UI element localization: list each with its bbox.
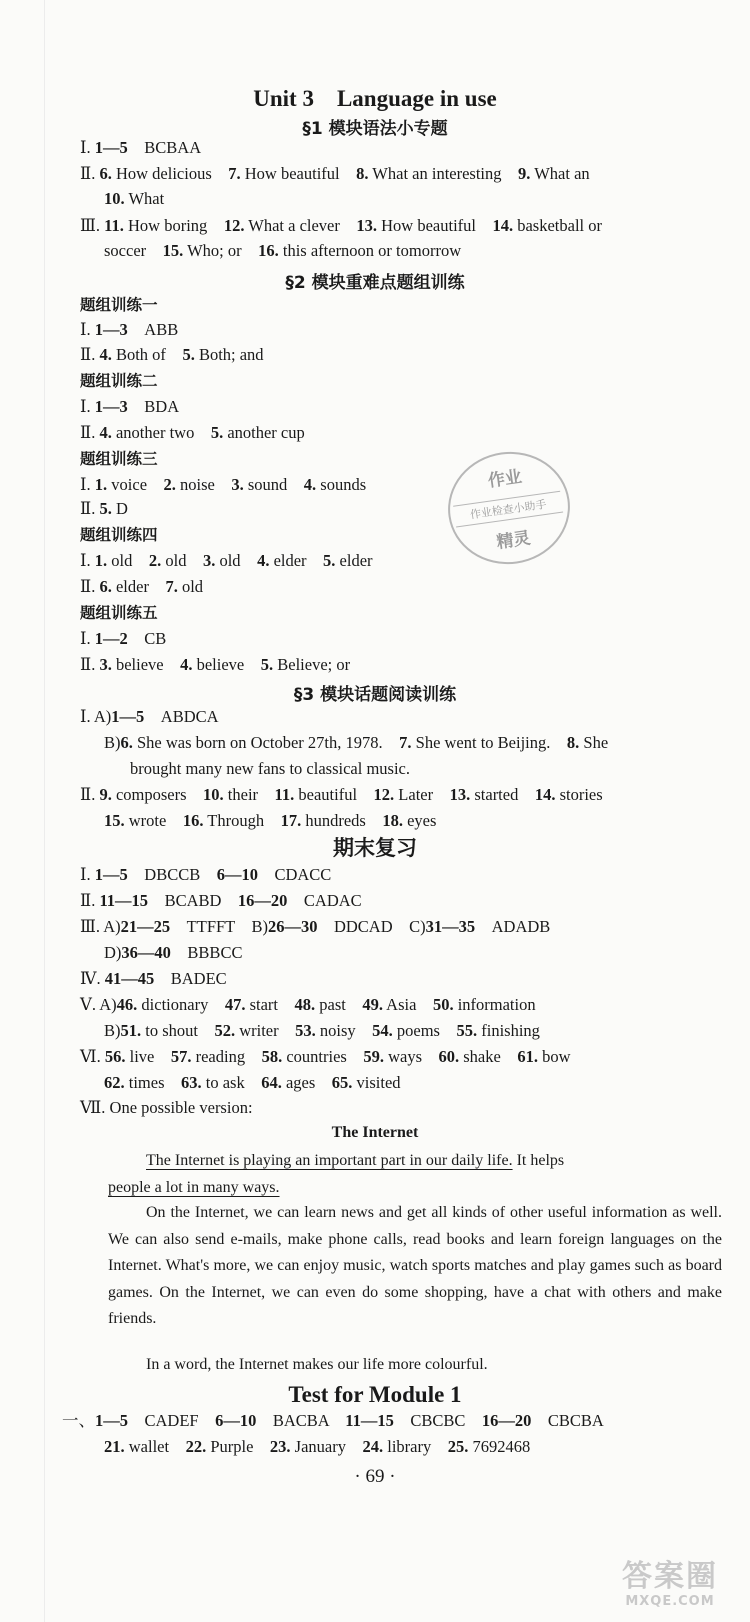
answer-line: Ⅳ. 41—45 BADEC xyxy=(80,969,227,988)
answer-line: Ⅱ. 9. composers 10. their 11. beautiful 12. Later 13. started 14. stories xyxy=(80,785,603,804)
stamp-top-text: 作业 xyxy=(486,467,524,492)
answer-line: Ⅴ. A)46. dictionary 47. start 48. past 49. Asia 50. information xyxy=(80,995,536,1014)
page-number: · 69 · xyxy=(354,1466,396,1487)
section-3-title: §3 模块话题阅读训练 xyxy=(293,685,457,705)
answer-line: Ⅱ. 5. D xyxy=(80,499,128,518)
site-watermark xyxy=(600,1560,740,1616)
answer-line: Ⅰ. 1—3 BDA xyxy=(80,397,180,416)
answer-line: 一、1—5 CADEF 6—10 BACBA 11—15 CBCBC 16—20 CBCBA xyxy=(62,1411,604,1430)
group-heading: 题组训练二 xyxy=(80,372,158,390)
section-2-title: §2 模块重难点题组训练 xyxy=(285,273,465,293)
answer-line: B)6. She was born on October 27th, 1978. 7. She went to Beijing. 8. She xyxy=(104,733,609,752)
page-fold-line xyxy=(44,0,45,1622)
answer-line: 21. wallet 22. Purple 23. January 24. library 25. 7692468 xyxy=(104,1437,531,1456)
answer-line: Ⅱ. 6. How delicious 7. How beautiful 8. What an interesting 9. What an xyxy=(80,164,590,183)
essay-intro-tail: It helps xyxy=(512,1152,565,1169)
answer-line: Ⅰ. 1—2 CB xyxy=(80,629,167,648)
test-title: Test for Module 1 xyxy=(288,1382,462,1407)
answer-line: 10. What xyxy=(104,189,165,208)
section-1-title: §1 模块语法小专题 xyxy=(302,119,448,139)
answer-line: Ⅱ. 11—15 BCABD 16—20 CADAC xyxy=(80,891,362,910)
essay-intro xyxy=(108,1148,722,1201)
answer-line: Ⅶ. One possible version: xyxy=(80,1098,253,1117)
answer-line: Ⅱ. 4. another two 5. another cup xyxy=(80,423,305,442)
answer-line: Ⅰ. 1. voice 2. noise 3. sound 4. sounds xyxy=(80,475,367,494)
answer-line: brought many new fans to classical music. xyxy=(130,759,410,778)
answer-line: D)36—40 BBBCC xyxy=(104,943,243,962)
essay-title: The Internet xyxy=(331,1124,419,1141)
essay-paragraph-2: On the Internet, we can learn news and get all kinds of other useful information as well. We can also send e-mails, make phone calls, read books and learn foreign languages on the Internet. What's more, we can enjoy music, watch sports matches and play games such as board games. On the Internet, we can even do some shopping, have a chat with others and make friends. xyxy=(108,1204,722,1327)
answer-line: Ⅰ. A)1—5 ABDCA xyxy=(80,707,219,726)
answer-line: Ⅰ. 1—5 DBCCB 6—10 CDACC xyxy=(80,865,332,884)
watermark-top-text: 答案圈 xyxy=(622,1559,718,1594)
watermark-bottom-text: MXQE.COM xyxy=(625,1594,715,1609)
answer-line: Ⅱ. 6. elder 7. old xyxy=(80,577,204,596)
group-heading: 题组训练四 xyxy=(80,526,158,544)
group-heading: 题组训练三 xyxy=(80,450,158,468)
answer-line: soccer 15. Who; or 16. this afternoon or tomorrow xyxy=(104,241,462,260)
answer-line: Ⅰ. 1—3 ABB xyxy=(80,320,179,339)
stamp-middle-text: 作业检查小助手 xyxy=(453,491,563,528)
essay-paragraph-3: In a word, the Internet makes our life more colourful. xyxy=(146,1356,488,1373)
essay-intro-underlined: The Internet is playing an important part in our daily life. xyxy=(146,1152,513,1169)
group-heading: 题组训练五 xyxy=(80,604,158,622)
answer-line: B)51. to shout 52. writer 53. noisy 54. poems 55. finishing xyxy=(104,1021,540,1040)
essay-intro-underlined-2: people a lot in many ways. xyxy=(108,1178,280,1196)
stamp-bottom-text: 精灵 xyxy=(495,528,532,553)
answer-line: 62. times 63. to ask 64. ages 65. visited xyxy=(104,1073,401,1092)
review-title: 期末复习 xyxy=(333,836,417,860)
unit-title: Unit 3 Language in use xyxy=(253,86,497,111)
answer-line: Ⅲ. A)21—25 TTFFT B)26—30 DDCAD C)31—35 ADADB xyxy=(80,917,551,936)
answer-line: Ⅰ. 1. old 2. old 3. old 4. elder 5. elder xyxy=(80,551,373,570)
group-heading: 题组训练一 xyxy=(80,296,158,314)
answer-line: 15. wrote 16. Through 17. hundreds 18. eyes xyxy=(104,811,437,830)
answer-line: Ⅵ. 56. live 57. reading 58. countries 59. ways 60. shake 61. bow xyxy=(80,1047,571,1066)
answer-line: Ⅲ. 11. How boring 12. What a clever 13. How beautiful 14. basketball or xyxy=(80,216,602,235)
answer-line: Ⅱ. 3. believe 4. believe 5. Believe; or xyxy=(80,655,351,674)
answer-line: Ⅰ. 1—5 BCBAA xyxy=(80,138,202,157)
answer-line: Ⅱ. 4. Both of 5. Both; and xyxy=(80,345,264,364)
